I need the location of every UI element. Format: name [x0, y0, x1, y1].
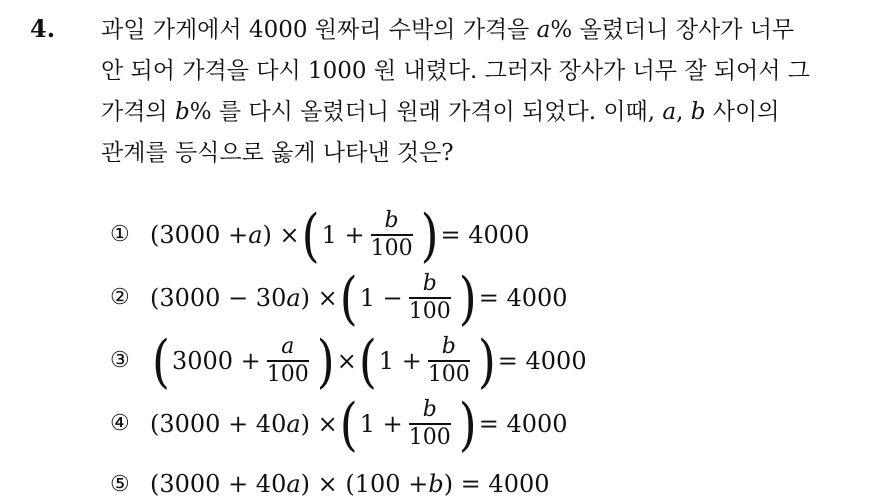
option-marker: ⑤: [110, 471, 130, 497]
expr-text: ) ×: [300, 409, 338, 438]
fraction-numerator: a: [281, 334, 295, 359]
option-2[interactable]: [110, 264, 568, 332]
stem-text: % 올렸더니 장사가 너무: [550, 17, 795, 43]
fraction-denominator: 100: [408, 424, 451, 450]
expr-text: 1 +: [359, 409, 403, 438]
fraction-numerator: b: [422, 271, 437, 296]
expr-text: 1 −: [359, 283, 403, 312]
expr-text: ×: [336, 346, 357, 375]
expr-text: ) × (100 +: [300, 470, 429, 498]
variable-a: a: [286, 409, 301, 438]
stem-line-3: [101, 92, 871, 133]
fraction-numerator: b: [384, 208, 399, 233]
fraction: [371, 208, 413, 262]
option-expression: [150, 201, 530, 269]
variable-b: b: [690, 99, 706, 125]
variable-a: a: [286, 283, 301, 312]
option-expression: [150, 390, 568, 458]
variable-a: a: [248, 220, 263, 249]
left-paren: (: [301, 201, 320, 269]
stem-line-1: [101, 10, 871, 51]
variable-a: a: [536, 17, 551, 43]
expr-text: (3000 − 30: [150, 283, 287, 312]
expr-text: = 4000: [440, 220, 530, 249]
fraction: [409, 397, 451, 451]
expr-text: ) = 4000: [443, 470, 550, 498]
option-marker: ③: [110, 348, 130, 374]
left-paren: (: [339, 390, 358, 458]
stem-line-2: 안 되어 가격을 다시 1000 원 내렸다. 그러자 장사가 너무 잘 되어서 그: [101, 58, 811, 84]
variable-b: b: [428, 470, 444, 498]
option-3[interactable]: [110, 327, 587, 395]
variable-a: a: [286, 470, 301, 498]
option-expression: [150, 470, 550, 498]
expr-text: = 4000: [497, 346, 587, 375]
expr-text: = 4000: [478, 283, 568, 312]
right-paren: ): [458, 390, 477, 458]
option-marker: ④: [110, 411, 130, 437]
option-1[interactable]: [110, 201, 530, 269]
right-paren: ): [458, 264, 477, 332]
option-marker: ①: [110, 222, 130, 248]
expr-text: ) ×: [300, 283, 338, 312]
variable-b: b: [174, 99, 190, 125]
fraction-numerator: b: [422, 397, 437, 422]
fraction: [267, 334, 309, 388]
stem-text: ,: [676, 99, 691, 125]
fraction: [409, 271, 451, 325]
fraction-denominator: 100: [427, 361, 470, 387]
left-paren: (: [152, 327, 170, 395]
stem-text: 가격의: [101, 99, 175, 125]
variable-a: a: [662, 99, 677, 125]
stem-text: 사이의: [705, 99, 780, 125]
left-paren: (: [358, 327, 377, 395]
right-paren: ): [316, 327, 335, 395]
question-stem: [101, 10, 871, 174]
stem-line-4: 관계를 등식으로 옳게 나타낸 것은?: [101, 140, 454, 166]
stem-text: 과일 가게에서 4000 원짜리 수박의 가격을: [101, 17, 537, 43]
fraction-denominator: 100: [370, 235, 413, 261]
expr-text: ) ×: [262, 220, 300, 249]
option-4[interactable]: [110, 390, 568, 458]
option-expression: [150, 264, 568, 332]
fraction: [428, 334, 470, 388]
option-marker: ②: [110, 285, 130, 311]
right-paren: ): [420, 201, 439, 269]
left-paren: (: [339, 264, 358, 332]
option-expression: [150, 327, 587, 395]
expr-text: 3000 +: [171, 346, 261, 375]
fraction-numerator: b: [441, 334, 456, 359]
expr-text: (3000 + 40: [150, 470, 287, 498]
expr-text: 1 +: [378, 346, 422, 375]
expr-text: = 4000: [478, 409, 568, 438]
expr-text: (3000 +: [150, 220, 249, 249]
right-paren: ): [477, 327, 496, 395]
fraction-denominator: 100: [408, 298, 451, 324]
fraction-denominator: 100: [266, 361, 309, 387]
expr-text: 1 +: [321, 220, 365, 249]
stem-text: % 를 다시 올렸더니 원래 가격이 되었다. 이때,: [189, 99, 663, 125]
question-number: 4.: [30, 14, 56, 43]
option-5[interactable]: [110, 470, 550, 498]
expr-text: (3000 + 40: [150, 409, 287, 438]
